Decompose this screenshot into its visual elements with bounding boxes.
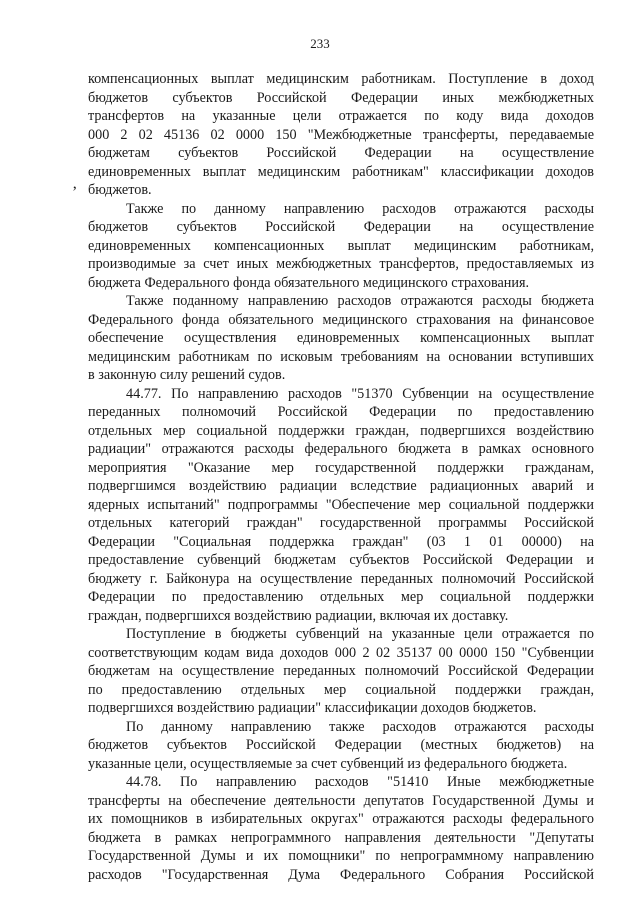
text-line: бюджетов.	[88, 182, 152, 198]
text-line: производимые за счет иных межбюджетных трансфертов, предоставляемых из	[88, 256, 594, 272]
text-line: обеспечение осуществления единовременных компенсационных выплат	[88, 330, 594, 346]
body-text	[88, 70, 594, 884]
text-line: 44.78. По направлению расходов "51410 Иные межбюджетные	[126, 774, 594, 790]
text-line: ядерных испытаний" подпрограммы "Обеспечение мер социальной поддержки	[88, 496, 594, 513]
text-line: Также поданному направлению расходов отражаются расходы бюджета	[126, 293, 594, 309]
text-line: бюджетам субъектов Российской Федерации на осуществление	[88, 145, 594, 161]
text-line: Федерации по предоставлению отдельных мер социальной поддержки	[88, 589, 594, 605]
text-line: бюджета в рамках непрограммного направления деятельности "Депутаты	[88, 829, 594, 846]
text-line: единовременных выплат медицинским работникам" классификации доходов	[88, 163, 594, 180]
text-line: граждан, подвергшихся воздействию радиации, включая их доставку.	[88, 607, 509, 624]
text-line: переданных полномочий Российской Федерации по предоставлению	[88, 404, 594, 420]
text-line: Также по данному направлению расходов отражаются расходы	[126, 200, 594, 217]
text-line: бюджета Федерального фонда обязательного медицинского страхования.	[88, 274, 530, 291]
text-line: Поступление в бюджеты субвенций на указанные цели отражается по	[126, 626, 594, 642]
text-line: отдельных категорий граждан" государственной программы Российской	[88, 515, 594, 531]
text-line: мероприятия "Оказание мер государственной поддержки гражданам,	[88, 459, 594, 476]
text-line: отдельных мер социальной поддержки граждан, подвергшихся воздействию	[88, 422, 594, 439]
text-line: по предоставлению отдельных мер социальной поддержки граждан,	[88, 681, 594, 698]
text-line: единовременных компенсационных выплат медицинским работникам,	[88, 237, 594, 254]
text-line: бюджетов субъектов Российской Федерации на осуществление	[88, 219, 594, 235]
text-line: подвергшимся воздействию радиации вследствие радиационных аварий и	[88, 478, 594, 494]
text-line: указанные цели, осуществляемые за счет субвенций из федерального бюджета.	[88, 755, 568, 772]
text-line: подвергшихся воздействию радиации" классификации доходов бюджетов.	[88, 700, 537, 716]
text-line: бюджетов субъектов Российской Федерации (местных бюджетов) на	[88, 737, 594, 753]
text-line: соответствующим кодам вида доходов 000 2 02 35137 00 0000 150 "Субвенции	[88, 644, 594, 661]
text-line: Государственной Думы и их помощники" по непрограммному направлению	[88, 848, 594, 864]
text-line: трансфертов на указанные цели отражается по коду вида доходов	[88, 108, 594, 124]
page-number: 233	[310, 36, 330, 51]
text-line: По данному направлению также расходов отражаются расходы	[126, 718, 594, 735]
text-line: расходов "Государственная Дума Федерального Собрания Российской	[88, 866, 594, 883]
text-line: Федерального фонда обязательного медицинского страхования на финансовое	[88, 311, 594, 328]
text-line: предоставление субвенций бюджетам субъектов Российской Федерации и	[88, 552, 594, 568]
text-line: радиации" отражаются расходы федерального бюджета в рамках основного	[88, 441, 594, 457]
text-line: бюджетов субъектов Российской Федерации иных межбюджетных	[88, 89, 594, 106]
margin-mark: ‚	[72, 175, 78, 192]
text-line: бюджету г. Байконура на осуществление переданных полномочий Российской	[88, 570, 594, 587]
text-line: трансферты на обеспечение деятельности депутатов Государственной Думы и	[88, 792, 594, 809]
text-line: компенсационных выплат медицинским работникам. Поступление в доход	[88, 71, 594, 87]
text-line: медицинским работникам по исковым требованиям на основании вступивших	[88, 348, 594, 365]
text-line: 000 2 02 45136 02 0000 150 "Межбюджетные трансферты, передаваемые	[88, 126, 594, 143]
text-line: Федерации "Социальная поддержка граждан" (03 1 01 00000) на	[88, 533, 594, 550]
text-line: в законную силу решений судов.	[88, 367, 286, 383]
text-line: 44.77. По направлению расходов "51370 Субвенции на осуществление	[126, 385, 594, 402]
text-line: бюджетам на осуществление переданных полномочий Российской Федерации	[88, 663, 594, 679]
text-line: их помощников в избирательных округах" отражаются расходы федерального	[88, 811, 594, 827]
